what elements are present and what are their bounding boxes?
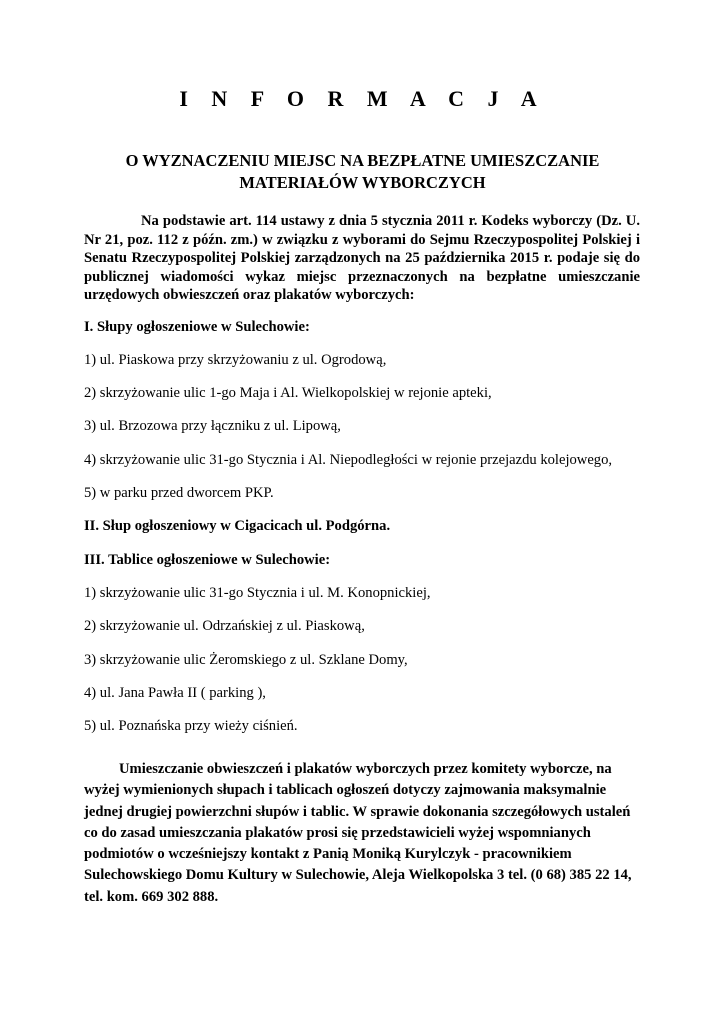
list-item: 1) skrzyżowanie ulic 31-go Stycznia i ul. M. Konopnickiej, xyxy=(84,585,431,601)
list-item: 2) skrzyżowanie ul. Odrzańskiej z ul. Piaskową, xyxy=(84,618,365,634)
subtitle-line-2: MATERIAŁÓW WYBORCZYCH xyxy=(239,173,486,192)
closing-line: tel. kom. 669 302 888. xyxy=(84,888,219,905)
list-item: 4) skrzyżowanie ulic 31-go Stycznia i Al. Niepodległości w rejonie przejazdu kolejowego, xyxy=(84,452,613,468)
section-2-number: II xyxy=(84,518,96,534)
list-item: 5) ul. Poznańska przy wieży ciśnień. xyxy=(84,718,298,734)
list-item: 3) skrzyżowanie ulic Żeromskiego z ul. Szklane Domy, xyxy=(84,652,408,668)
section-3-heading: III. Tablice ogłoszeniowe w Sulechowie: xyxy=(84,552,331,568)
closing-line: co do zasad umieszczania plakatów prosi się przedstawicieli wyżej wspomnianych xyxy=(84,824,591,841)
closing-line: wyżej wymienionych słupach i tablicach ogłoszeń dotyczy zajmowania maksymalnie xyxy=(84,782,607,799)
subtitle-line-1: O WYZNACZENIU MIEJSC NA BEZPŁATNE UMIESZCZANIE xyxy=(125,151,600,170)
list-item: 3) ul. Brzozowa przy łączniku z ul. Lipową, xyxy=(84,418,341,434)
closing-line: podmiotów o wcześniejszy kontakt z Panią Moniką Kurylczyk - pracownikiem xyxy=(84,846,572,863)
document-title: I N F O R M A C J A xyxy=(179,86,546,111)
list-item: 2) skrzyżowanie ulic 1-go Maja i Al. Wielkopolskiej w rejonie apteki, xyxy=(84,385,492,401)
closing-paragraph xyxy=(84,759,644,908)
intro-paragraph: Na podstawie art. 114 ustawy z dnia 5 stycznia 2011 r. Kodeks wyborczy (Dz. U. Nr 21, poz. 112 z późn. zm.) w związku z wyborami do Sejmu Rzeczypospolitej Polskiej i Senatu Rzeczypospolitej Polskiej zarządzonych na 25 października 2015 r. podaje się do publicznej wiadomości wykaz miejsc przeznaczonych na bezpłatne umieszczanie urzędowych obwieszczeń oraz plakatów wyborczych: xyxy=(84,213,640,303)
list-item: 1) ul. Piaskowa przy skrzyżowaniu z ul. Ogrodową, xyxy=(84,352,387,368)
section-2-text: . Słup ogłoszeniowy w Cigacicach ul. Podgórna. xyxy=(95,518,391,534)
list-item: 4) ul. Jana Pawła II ( parking ), xyxy=(84,685,266,701)
closing-line: Sulechowskiego Domu Kultury w Sulechowie, Aleja Wielkopolska 3 tel. (0 68) 385 22 14, xyxy=(84,867,632,884)
document-subtitle xyxy=(100,150,625,194)
section-2-heading xyxy=(84,518,390,535)
closing-line: jednej drugiej powierzchni słupów i tablic. W sprawie dokonania szczegółowych ustaleń xyxy=(84,803,631,820)
list-item: 5) w parku przed dworcem PKP. xyxy=(84,485,274,501)
section-1-heading: I. Słupy ogłoszeniowe w Sulechowie: xyxy=(84,319,310,335)
closing-line: Umieszczanie obwieszczeń i plakatów wyborczych przez komitety wyborcze, na xyxy=(119,761,612,777)
